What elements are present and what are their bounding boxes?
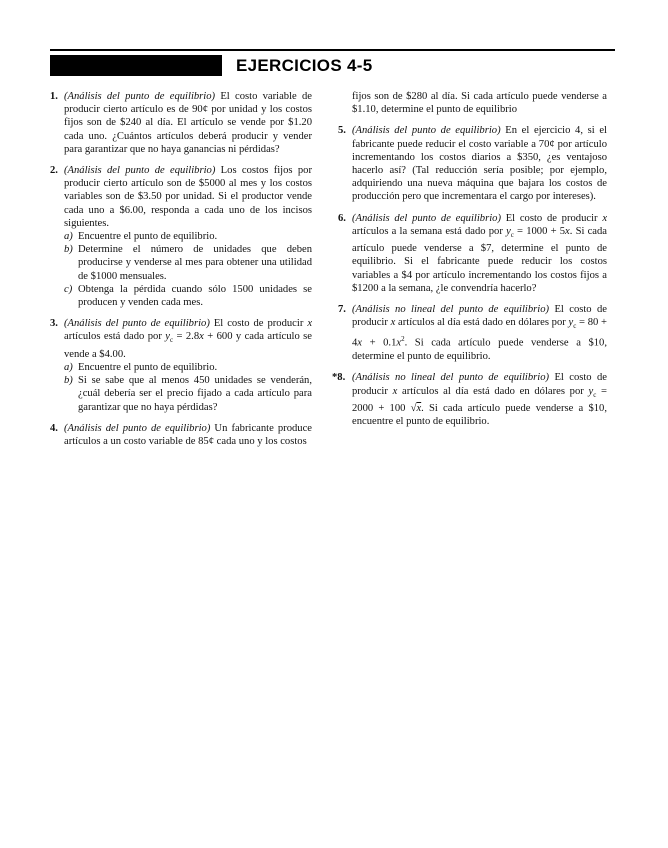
exercise-text: El costo de producir bbox=[352, 372, 607, 397]
exercise-text: artículos al día está dado en dólares por bbox=[397, 385, 589, 397]
exercise-text: El costo de producir bbox=[500, 212, 603, 224]
math-var: y bbox=[568, 317, 574, 329]
left-column bbox=[50, 90, 312, 456]
math-var: x bbox=[199, 331, 204, 343]
subitem-text: Determine el número de unidades que deben producirse y venderse al mes para obtener una utilidad de $1000 mensuales. bbox=[78, 244, 312, 282]
header-rule bbox=[50, 49, 615, 51]
exercise-text: El costo de producir bbox=[352, 303, 607, 329]
exercise-number: 5. bbox=[338, 125, 346, 137]
section-header bbox=[50, 49, 615, 76]
math-var: x bbox=[357, 338, 362, 349]
math-var: y bbox=[165, 331, 170, 343]
exercise-text: El costo de producir bbox=[209, 318, 308, 330]
subitem-text: Encuentre el punto de equilibrio. bbox=[78, 361, 218, 373]
exercise-8 bbox=[332, 371, 607, 428]
exercise-4-continued bbox=[338, 90, 607, 116]
exercise-text: El costo variable de producir cierto artículo es de 90¢ por unidad y los costos fijos son de $240 al día. El artículo se vende por $1.20 cada uno. ¿Cuántos artículos deberá producir y vender para garantizar que no haya ganancias ni pérdidas? bbox=[64, 91, 312, 155]
math-subscript: c bbox=[510, 230, 514, 239]
math-subscript: c bbox=[593, 390, 597, 399]
math-expression: = 1000 + 5 bbox=[513, 225, 566, 237]
subitem-letter: c) bbox=[64, 283, 73, 295]
exercise-number: 6. bbox=[338, 212, 346, 224]
math-var: x bbox=[307, 318, 313, 330]
exercise-topic: (Análisis no lineal del punto de equilibrio) bbox=[352, 372, 550, 384]
math-expression: + 0.1 bbox=[362, 338, 397, 349]
math-var: y bbox=[588, 385, 594, 397]
math-var: x bbox=[416, 402, 422, 414]
math-expression: = 2.8 bbox=[173, 331, 200, 343]
math-expression: = 80 + 4 bbox=[352, 317, 607, 349]
exercise-text: artículos a la semana está dado por bbox=[352, 225, 507, 237]
exercise-text: artículos está dado por bbox=[64, 331, 166, 343]
header-black-bar bbox=[50, 55, 222, 76]
exercise-text: . Si cada artículo puede venderse a $10, determine el punto de equilibrio. bbox=[352, 338, 608, 363]
exercise-5 bbox=[338, 124, 607, 203]
exercise-text: Los costos fijos por producir cierto artículo son de $5000 al mes y los costos variables son de $3.50 por unidad. Si el productor vende cada uno a $6.00, responda a cada uno de los incisos siguientes. bbox=[64, 165, 312, 229]
math-subscript: c bbox=[169, 336, 174, 345]
subitem-letter: b) bbox=[64, 375, 73, 387]
subitem-text: Obtenga la pérdida cuando sólo 1500 unidades se producen y venden cada mes. bbox=[78, 283, 312, 309]
exercise-topic: (Análisis del punto de equilibrio) bbox=[352, 125, 501, 137]
exercise-text: + 600 y cada artículo se vende a $4.00. bbox=[64, 331, 312, 360]
math-var: y bbox=[506, 225, 511, 237]
exercise-text: artículos al día está dado en dólares por bbox=[395, 317, 569, 329]
exercise-text: fijos son de $280 al día. Si cada artículo puede venderse a $1.10, determine el punto de equilibrio bbox=[352, 91, 607, 116]
exercise-6 bbox=[338, 212, 607, 295]
math-var: x bbox=[396, 338, 402, 349]
exercise-topic: (Análisis del punto de equilibrio) bbox=[64, 422, 211, 434]
exercise-topic: (Análisis no lineal del punto de equilibrio) bbox=[352, 303, 550, 315]
math-var: x bbox=[565, 225, 570, 237]
subitem-letter: a) bbox=[64, 361, 73, 373]
subitem-a bbox=[64, 230, 312, 243]
exercise-topic: (Análisis del punto de equilibrio) bbox=[352, 212, 501, 224]
exercise-number: 2. bbox=[50, 165, 58, 177]
exercise-topic: (Análisis del punto de equilibrio) bbox=[64, 165, 216, 177]
subitem-text: Si se sabe que al menos 450 unidades se venderán, ¿cuál debería ser el precio fijado a cada artículo para garantizar que no haya pérdidas? bbox=[78, 375, 312, 413]
math-var: x bbox=[390, 317, 396, 329]
right-column bbox=[332, 90, 608, 436]
exercise-text: . Si cada artículo puede venderse a $10, encuentre el punto de equilibrio. bbox=[352, 402, 607, 428]
exercise-number: 1. bbox=[50, 91, 58, 102]
subitem-letter: b) bbox=[64, 244, 73, 256]
exercise-text: . Si cada artículo puede venderse a $7, determine el punto de equilibrio. Si el fabricante puede reducir los costos variables a $4 por artículo incrementando los costos fijos a $1200 a la semana, ¿le convendría hacerlo? bbox=[352, 225, 608, 294]
exercise-topic: (Análisis del punto de equilibrio) bbox=[64, 318, 210, 330]
exercise-4 bbox=[50, 422, 312, 448]
subitem-text: Encuentre el punto de equilibrio. bbox=[78, 231, 218, 243]
math-expression: = 2000 + 100 √ bbox=[352, 385, 607, 414]
exercise-number: 4. bbox=[50, 422, 58, 434]
section-title: EJERCICIOS 4-5 bbox=[236, 56, 373, 75]
exercise-2 bbox=[50, 164, 312, 309]
subitem-b bbox=[64, 243, 312, 283]
subitem-a bbox=[64, 361, 312, 374]
exercise-number: *8. bbox=[332, 372, 346, 384]
exercise-1 bbox=[50, 90, 312, 156]
exercise-number: 3. bbox=[50, 318, 58, 330]
math-var: x bbox=[602, 212, 608, 224]
subitem-b bbox=[64, 374, 312, 414]
math-var: x bbox=[392, 385, 398, 397]
subitem-c bbox=[64, 283, 312, 309]
math-exponent: 2 bbox=[401, 335, 405, 344]
exercise-7 bbox=[338, 303, 607, 363]
exercise-text: En el ejercicio 4, si el fabricante puede reducir el costo variable a 70¢ por artículo incrementando los costos diarios a $350, ¿es ventajoso hacerlo así? (Tal reducción sería posible; por ejemplo, adquiriendo una nueva máquina que bajara los costos de producción pero que incrementara el cargo por intereses). bbox=[352, 125, 607, 203]
exercise-topic: (Análisis del punto de equilibrio) bbox=[64, 91, 216, 102]
exercise-number: 7. bbox=[338, 303, 346, 315]
exercise-text: Un fabricante produce artículos a un costo variable de 85¢ cada uno y los costos bbox=[64, 422, 312, 447]
exercise-3 bbox=[50, 317, 312, 414]
math-subscript: c bbox=[573, 322, 577, 331]
subitem-letter: a) bbox=[64, 231, 73, 243]
